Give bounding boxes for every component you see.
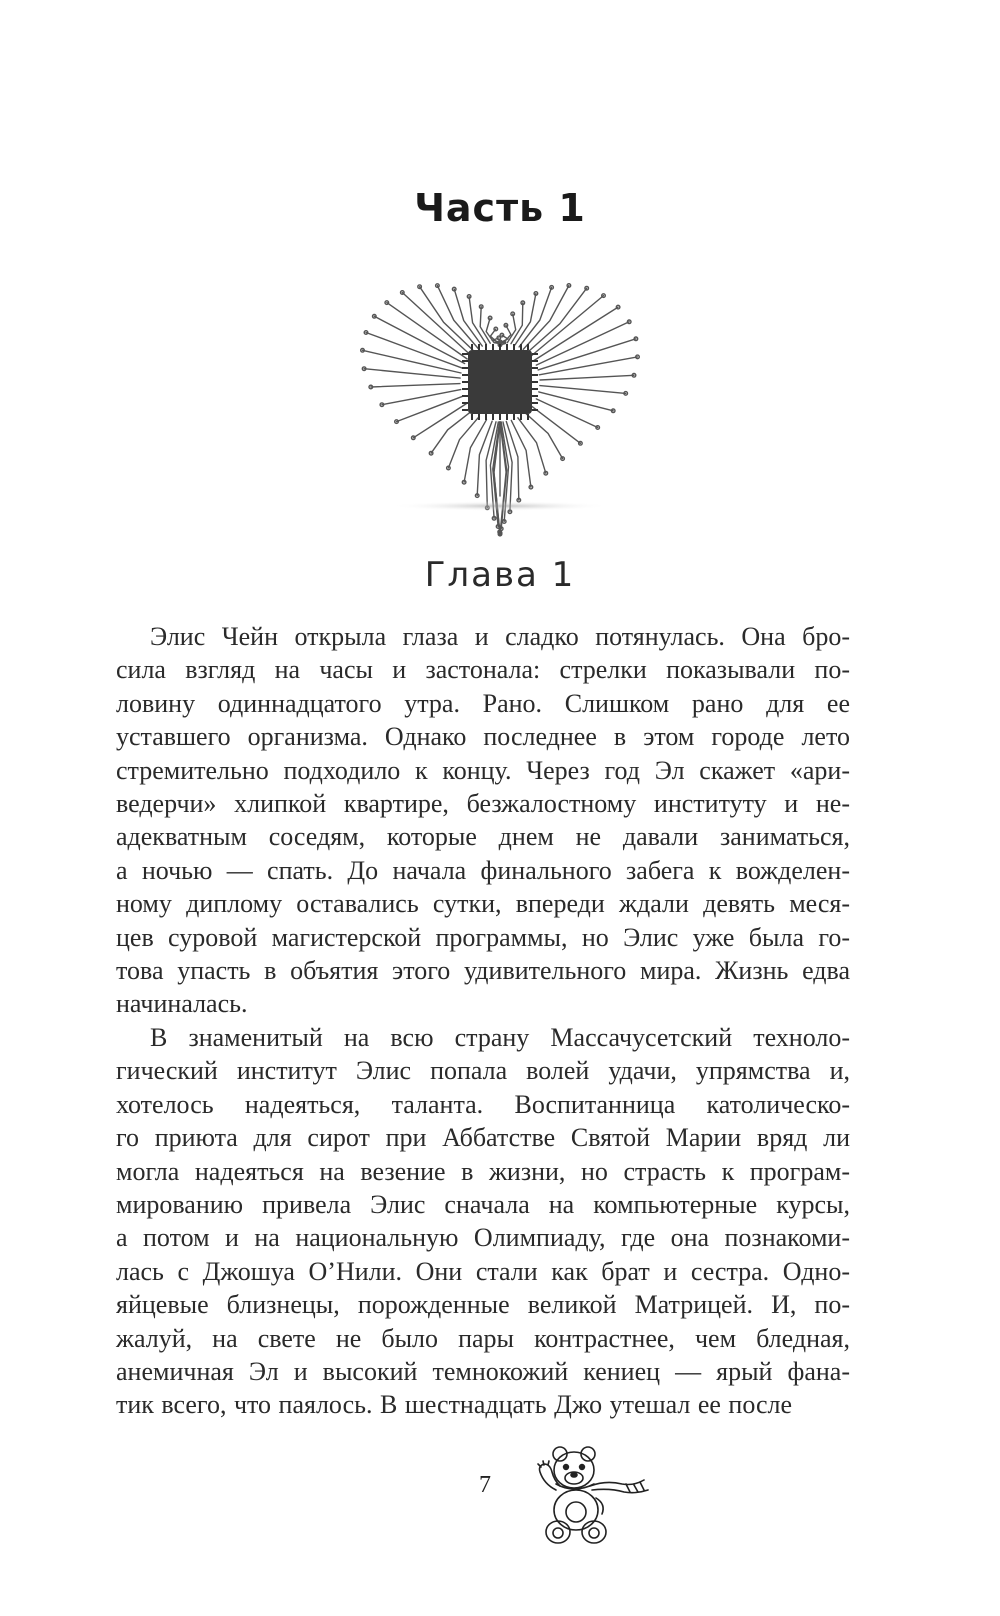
- circuit-trace: [523, 286, 569, 350]
- circuit-trace: [534, 307, 618, 361]
- text-line: яйцевые близнецы, порожденные великой Матрицей. И, по-: [116, 1290, 850, 1320]
- circuit-trace: [515, 294, 536, 345]
- circuit-trace: [371, 384, 460, 387]
- circuit-trace: [402, 293, 470, 356]
- text-line: ловину одиннадцатого утра. Рано. Слишком рано для ее: [116, 688, 850, 718]
- chapter-text: [116, 620, 850, 1422]
- circuit-trace: [536, 399, 597, 428]
- circuit-trace: [539, 357, 637, 375]
- paragraph: [116, 1021, 850, 1422]
- circuit-trace: [539, 392, 613, 411]
- text-line: гический институт Элис попала волей удачи, упрямства и,: [116, 1056, 850, 1086]
- circuit-heart-chip-icon: [352, 268, 648, 540]
- text-line: В знаменитый на всю страну Массачусетский техноло-: [150, 1022, 850, 1052]
- circuit-trace: [538, 339, 636, 370]
- text-line: жалуй, на свете не было пары контрастнее, чем бледная,: [116, 1323, 850, 1353]
- text-line: Элис Чейн открыла глаза и сладко потянулась. Она бро-: [150, 622, 850, 651]
- circuit-trace: [420, 287, 475, 352]
- text-line: стремительно подходило к концу. Через год Эл скажет «ари-: [116, 755, 850, 785]
- text-line: мированию привела Элис сначала на компьютерные курсы,: [116, 1189, 850, 1219]
- circuit-trace: [387, 303, 467, 359]
- circuit-trace: [518, 418, 546, 473]
- circuit-trace: [531, 296, 604, 357]
- text-line: това упасть в объятия этого удивительного мира. Жизнь едва: [116, 956, 850, 986]
- page-number: 7: [479, 1472, 491, 1498]
- paragraph: [116, 620, 850, 1021]
- part-title: Часть 1: [414, 186, 586, 230]
- text-line: хотелось надеяться, таланта. Воспитанница католическо-: [116, 1089, 850, 1119]
- text-line: ведерчи» хлипкой квартире, безжалостному институту и не-: [116, 789, 850, 819]
- text-line: могла надеяться на везение в жизни, но страсть к програм-: [116, 1156, 850, 1186]
- emblem-shadow: [390, 501, 610, 511]
- text-line: сила взгляд на часы и застонала: стрелки показывали по-: [116, 655, 850, 685]
- circuit-trace: [540, 386, 626, 394]
- circuit-trace: [527, 288, 587, 352]
- text-line: адекватным соседям, которые днем не давали заниматься,: [116, 822, 850, 852]
- circuit-trace: [511, 303, 523, 344]
- text-line: начиналась.: [116, 989, 248, 1019]
- text-line: уставшего организма. Однако последнее в этом городе лето: [116, 722, 850, 752]
- circuit-trace: [382, 390, 461, 405]
- circuit-trace: [536, 322, 629, 365]
- text-line: а ночью — спать. До начала финального забега к вожделен-: [116, 855, 850, 885]
- teddy-bear-icon: [526, 1440, 654, 1552]
- circuit-trace: [448, 416, 479, 468]
- text-line: а потом и на национальную Олимпиаду, где она познакоми-: [116, 1223, 850, 1253]
- circuit-trace: [540, 375, 634, 380]
- text-line: ному диплому оставались сутки, впереди ждали девять меся-: [116, 889, 850, 919]
- text-line: лась с Джошуа О’Нили. Они стали как брат и сестра. Одно-: [116, 1256, 850, 1286]
- text-line: го приюта для сирот при Аббатстве Святой Марии вряд ли: [116, 1123, 850, 1153]
- circuit-trace: [464, 420, 486, 483]
- text-line: тик всего, что паялось. В шестнадцать Джо утешал ее после: [116, 1390, 793, 1420]
- chapter-title: Глава 1: [424, 555, 576, 595]
- circuit-trace: [469, 297, 486, 345]
- text-line: цев суровой магистерской программы, но Элис уже была го-: [116, 922, 850, 952]
- text-line: анемичная Эл и высокий темнокожий кениец — ярый фана-: [116, 1356, 850, 1386]
- chip-body: [468, 350, 532, 414]
